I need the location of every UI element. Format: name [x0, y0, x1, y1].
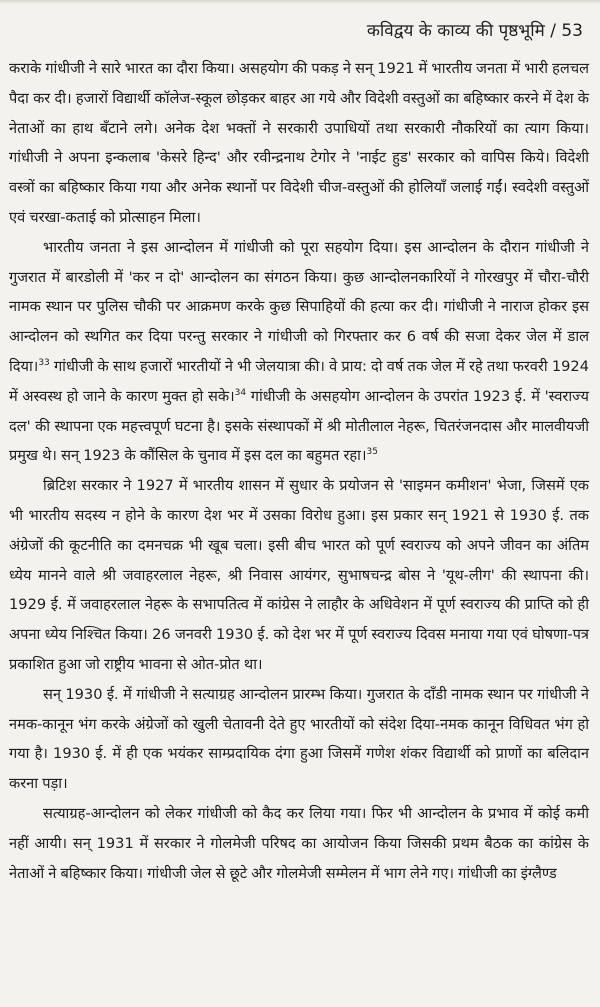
page-number: 53	[561, 21, 583, 41]
running-header	[9, 14, 589, 54]
footnote-marker: 33	[38, 357, 50, 368]
running-header-title: कविद्वय के काव्य की पृष्ठभूमि	[366, 21, 545, 41]
running-header-separator: /	[550, 21, 556, 41]
footnote-marker: 34	[234, 387, 247, 398]
paragraph: कराके गांधीजी ने सारे भारत का दौरा किया। असहयोग की पकड़ ने सन् 1921 में भारतीय जनता में भारी हलचल पैदा कर दी। हजारों विद्यार्थी कॉलेज-स्कूल छोड़कर बाहर आ गये और विदेशी वस्तुओं का बहिष्कार करने में देश के नेताओं का हाथ बँटाने लगे। अनेक देश भक्तों ने सरकारी उपाधियों तथा सरकारी नौकरियों का त्याग किया। गांधीजी ने अपना इन्कलाब 'केसरे हिन्द' और रवीन्द्रनाथ टेगोर ने 'नाईट हुड' सरकार को वापिस किये। विदेशी वस्त्रों का बहिष्कार किया गया और अनेक स्थानों पर विदेशी चीज-वस्तुओं की होलियाँ जलाई गईं। स्वदेशी वस्तुओं एवं चरखा-कताई को प्रोत्साहन मिला।	[9, 60, 589, 226]
paragraph: सत्याग्रह-आन्दोलन को लेकर गांधीजी को कैद कर लिया गया। फिर भी आन्दोलन के प्रभाव में कोई कमी नहीं आयी। सन् 1931 में सरकार ने गोलमेजी परिषद का आयोजन किया जिसकी प्रथम बैठक का कांग्रेस के नेताओं ने बहिष्कार किया। गांधीजी जेल से छूटे और गोलमेजी सम्मेलन में भाग लेने गए। गांधीजी का इंग्लैण्ड	[9, 804, 589, 882]
body-text	[9, 54, 589, 888]
paragraph-text: गांधीजी के साथ हजारों भारतीयों ने भी जेलयात्रा की। वे प्राय: दो वर्ष तक जेल में रहे तथा फरवरी 1924 में अस्वस्थ हो जाने के कारण मुक्त हो सके।	[9, 357, 589, 405]
paragraph	[9, 233, 589, 471]
paragraph: सन् 1930 ई. में गांधीजी ने सत्याग्रह आन्दोलन प्रारम्भ किया। गुजरात के दाँडी नामक स्थान पर गांधीजी ने नमक-कानून भंग करके अंग्रेजों को खुली चेतावनी देते हुए भारतीयों को संदेश दिया-नमक कानून विधिवत भंग हो गया है। 1930 ई. में ही एक भयंकर साम्प्रदायिक दंगा हुआ जिसमें गणेश शंकर विद्यार्थी को प्राणों का बलिदान करना पड़ा।	[9, 685, 589, 793]
paragraph: ब्रिटिश सरकार ने 1927 में भारतीय शासन में सुधार के प्रयोजन से 'साइमन कमीशन' भेजा, जिसमें एक भी भारतीय सदस्य न होने के कारण देश भर में उसका विरोध हुआ। इस प्रकार सन् 1921 से 1930 ई. तक अंग्रेजों की कूटनीति का दमनचक्र भी खूब चला। इसी बीच भारत को पूर्ण स्वराज्य को अपने जीवन का अंतिम ध्येय मानने वाले श्री जवाहरलाल नेहरू, श्री निवास आयंगर, सुभाषचन्द्र बोस ने 'यूथ-लीग' की स्थापना की। 1929 ई. में जवाहरलाल नेहरू के सभापतित्व में कांग्रेस ने लाहौर के अधिवेशन में पूर्ण स्वराज्य की प्राप्ति को ही अपना ध्येय निश्चित किया। 26 जनवरी 1930 ई. को देश भर में पूर्ण स्वराज्य दिवस मनाया गया एवं घोषणा-पत्र प्रकाशित हुआ जो राष्ट्रीय भावना से ओत-प्रोत था।	[9, 477, 589, 673]
footnote-marker: 35	[366, 447, 378, 458]
paragraph-text: गांधीजी के असहयोग आन्दोलन के उपरांत 1923 ई. में 'स्वराज्य दल' की स्थापना एक महत्त्वपूर्ण घटना है। इसके संस्थापकों में श्री मोतीलाल नेहरू, चितरंजनदास और मालवीयजी प्रमुख थे। सन् 1923 के कौंसिल के चुनाव में इस दल का बहुमत रहा।	[9, 387, 589, 465]
paragraph-text: भारतीय जनता ने इस आन्दोलन में गांधीजी को पूरा सहयोग दिया। इस आन्दोलन के दौरान गांधीजी ने गुजरात में बारडोली में 'कर न दो' आन्दोलन का संगठन किया। कुछ आन्दोलनकारियों ने गोरखपुर में चौरा-चौरी नामक स्थान पर पुलिस चौकी पर आक्रमण करके कुछ सिपाहियों की हत्या कर दी। गांधीजी ने नाराज होकर इस आन्दोलन को स्थगित कर दिया परन्तु सरकार ने गांधीजी को गिरफ्तार कर 6 वर्ष की सजा देकर जेल में डाल दिया।	[9, 238, 589, 375]
